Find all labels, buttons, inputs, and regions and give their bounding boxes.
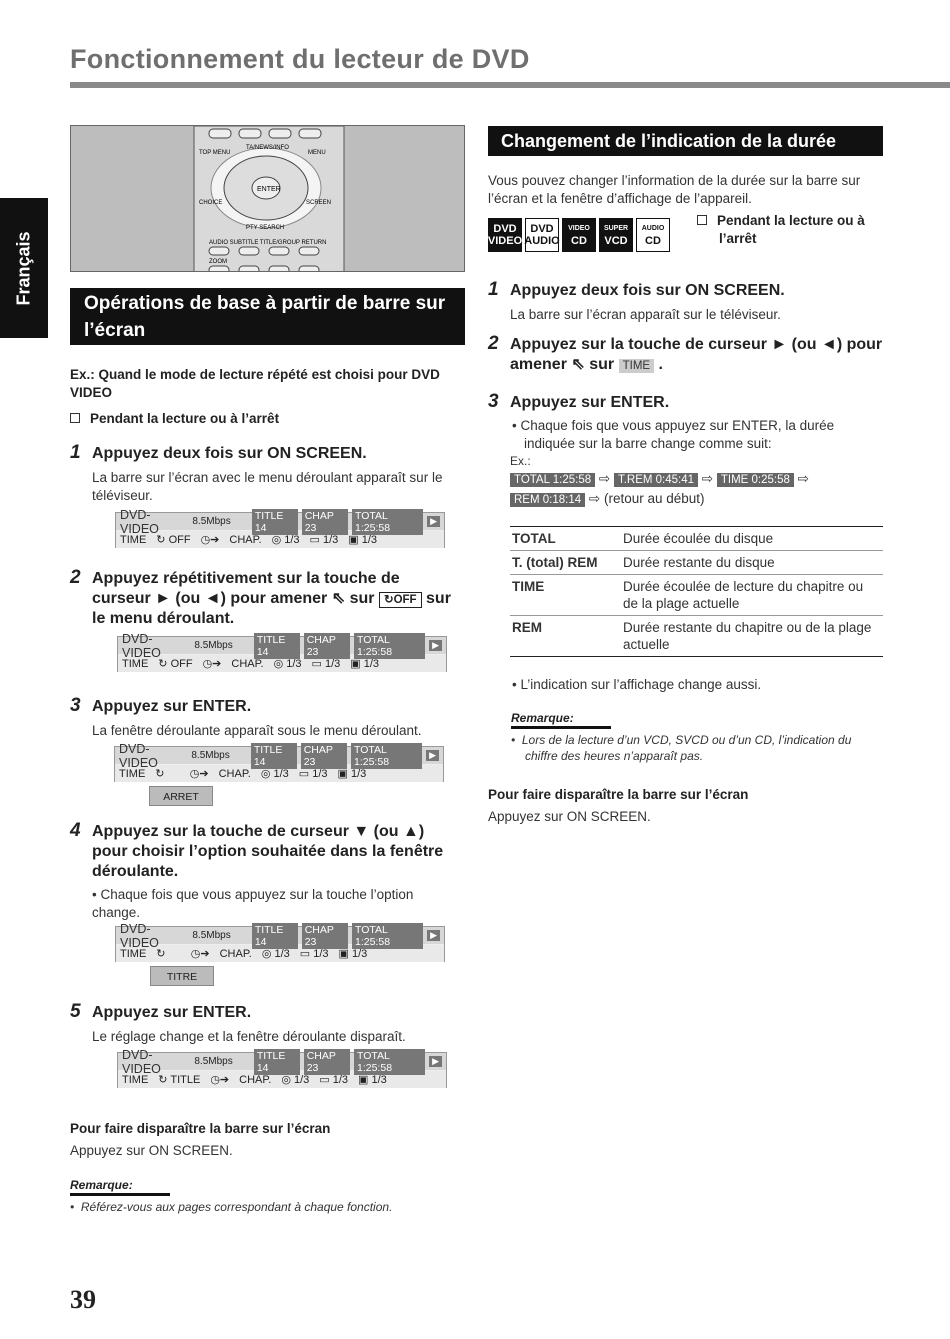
super-vcd-icon: SUPER VCD — [599, 218, 633, 252]
step-title: Appuyez sur la touche de curseur ▼ (ou ▲) pour choisir l’option souhaitée dans la fenêtre déroulante. — [92, 823, 444, 880]
left-step-1-text: La barre sur l’écran avec le menu déroulant apparaît sur le téléviseur. — [92, 470, 443, 503]
left-condition-text: Pendant la lecture ou à l’arrêt — [90, 411, 280, 426]
pointer-icon: ⇖ — [571, 356, 585, 373]
osd-rate: 8.5Mbps — [192, 930, 231, 941]
osd-mode: DVD-VIDEO — [122, 631, 161, 660]
osd-chapl: CHAP. — [229, 533, 262, 546]
subtitle-icon: ▭ 1/3 — [299, 948, 329, 960]
play-icon: ▶ — [427, 516, 440, 527]
osd-title: TITLE 14 — [251, 743, 297, 769]
svg-text:AUDIO SUBTITLE TITLE/GROUP RE: AUDIO SUBTITLE TITLE/GROUP RETURN — [209, 240, 327, 246]
table-row — [510, 527, 883, 551]
language-tab — [0, 198, 48, 338]
osd-total: TOTAL 1:25:58 — [352, 923, 423, 949]
osd-total: TOTAL 1:25:58 — [351, 743, 422, 769]
left-step-4 — [70, 820, 462, 882]
step-number: 3 — [70, 695, 81, 716]
osd-bar-1 — [115, 507, 445, 548]
play-icon: ▶ — [426, 750, 439, 761]
table-row — [510, 616, 883, 657]
dropdown-arret[interactable]: ARRET — [149, 786, 213, 806]
step-number: 1 — [488, 279, 499, 300]
remark-underline — [70, 1193, 170, 1196]
dropdown-titre[interactable]: TITRE — [150, 966, 214, 986]
right-step-3-text: • Chaque fois que vous appuyez sur ENTER, la durée indiquée sur la barre change comme suit: — [512, 418, 835, 451]
left-remark-text: Référez-vous aux pages correspondant à chaque fonction. — [80, 1200, 393, 1214]
audio-cd-icon: AUDIO CD — [636, 218, 670, 252]
right-condition — [697, 212, 887, 248]
video-cd-icon: VIDEO CD — [562, 218, 596, 252]
osd-chap: CHAP 23 — [304, 633, 350, 659]
osd-chapl: CHAP. — [219, 947, 252, 960]
checkbox-icon — [697, 215, 707, 225]
osd-rate: 8.5Mbps — [194, 640, 233, 651]
table-definition: Durée écoulée du disque — [621, 527, 883, 551]
osd-title: TITLE 14 — [252, 923, 298, 949]
svg-text:SCREEN: SCREEN — [306, 200, 332, 206]
svg-text:PTY SEARCH: PTY SEARCH — [246, 225, 285, 231]
left-remark-label: Remarque: — [70, 1178, 133, 1192]
step-title: Appuyez deux fois sur ON SCREEN. — [510, 282, 785, 299]
svg-text:MENU: MENU — [308, 150, 326, 156]
subtitle-icon: ▭ 1/3 — [319, 1074, 349, 1086]
play-icon: ▶ — [427, 930, 440, 941]
example-note: Ex.: Quand le mode de lecture répété est choisi pour DVD VIDEO — [70, 367, 440, 400]
angle-icon: ▣ 1/3 — [348, 534, 378, 546]
page-title: Fonctionnement du lecteur de DVD — [70, 44, 530, 74]
osd-total: TOTAL 1:25:58 — [352, 509, 423, 535]
subtitle-icon: ▭ 1/3 — [298, 768, 328, 780]
seq-rem: REM 0:18:14 — [510, 493, 585, 507]
osd-bar-2 — [117, 631, 447, 672]
right-condition-text: Pendant la lecture ou à l’arrêt — [717, 213, 865, 246]
left-hide-title: Pour faire disparaître la barre sur l’écran — [70, 1121, 331, 1136]
osd-time: TIME — [120, 533, 147, 546]
left-step-4-text: • Chaque fois que vous appuyez sur la touche l’option change. — [92, 887, 414, 920]
right-intro: Vous pouvez changer l’information de la durée sur la barre sur l’écran et la fenêtre d’affichage de l’appareil. — [488, 173, 861, 206]
osd-rate: 8.5Mbps — [192, 516, 231, 527]
osd-chapl: CHAP. — [231, 657, 264, 670]
osd-chapl: CHAP. — [239, 1073, 272, 1086]
remark-underline — [511, 726, 611, 729]
step-title-part: sur — [349, 590, 375, 607]
table-term: TOTAL — [510, 527, 621, 551]
table-row — [510, 575, 883, 616]
repeat-icon: ↻ OFF — [158, 658, 193, 670]
right-remark-text: Lors de la lecture d’un VCD, SVCD ou d’un CD, l’indication du chiffre des heures n’apparaît pas. — [521, 733, 852, 763]
table-term: T. (total) REM — [510, 551, 621, 575]
table-definition: Durée écoulée de lecture du chapitre ou de la plage actuelle — [621, 575, 883, 616]
step-number: 4 — [70, 820, 81, 841]
osd-total: TOTAL 1:25:58 — [354, 1049, 425, 1075]
angle-icon: ▣ 1/3 — [337, 768, 367, 780]
page-number: 39 — [70, 1285, 96, 1314]
left-remark: • Référez-vous aux pages correspondant à chaque fonction. — [70, 1200, 393, 1214]
subtitle-icon: ▭ 1/3 — [311, 658, 341, 670]
osd-rate: 8.5Mbps — [191, 750, 230, 761]
osd-chapl: CHAP. — [218, 767, 251, 780]
pointer-icon: ⇖ — [331, 590, 346, 607]
right-step-3 — [488, 391, 885, 413]
left-step-2 — [70, 567, 462, 629]
osd-bar-5 — [117, 1047, 447, 1088]
table-term: TIME — [510, 575, 621, 616]
osd-title: TITLE 14 — [254, 633, 300, 659]
step-number: 5 — [70, 1001, 81, 1022]
osd-rate: 8.5Mbps — [194, 1056, 233, 1067]
repeat-icon: ↻ OFF — [156, 534, 191, 546]
audio-icon: ◎ 1/3 — [260, 768, 289, 780]
repeat-icon: ↻ — [155, 768, 180, 780]
play-icon: ▶ — [429, 1056, 442, 1067]
osd-total: TOTAL 1:25:58 — [354, 633, 425, 659]
step-title: Appuyez sur ENTER. — [92, 1004, 252, 1021]
left-step-5-text: Le réglage change et la fenêtre déroulante disparaît. — [92, 1029, 406, 1044]
audio-icon: ◎ 1/3 — [261, 948, 290, 960]
repeat-off-chip: ↻OFF — [379, 592, 422, 608]
time-sequence: TOTAL 1:25:58 ⇨ T.REM 0:45:41 ⇨ TIME 0:25:58 ⇨ REM 0:18:14 ⇨ (retour au début) — [510, 469, 890, 509]
osd-chap: CHAP 23 — [301, 743, 347, 769]
osd-mode: DVD-VIDEO — [119, 741, 158, 770]
osd-chap: CHAP 23 — [304, 1049, 350, 1075]
osd-chap: CHAP 23 — [302, 509, 348, 535]
osd-mode: DVD-VIDEO — [122, 1047, 161, 1076]
right-step-1 — [488, 279, 885, 301]
seq-total: TOTAL 1:25:58 — [510, 473, 595, 487]
osd-mode: DVD-VIDEO — [120, 507, 159, 536]
angle-icon: ▣ 1/3 — [338, 948, 368, 960]
seq-trem: T.REM 0:45:41 — [614, 473, 698, 487]
right-step-2: 2 Appuyez sur la touche de curseur ► (ou ◄) pour amener ⇖ sur TIME . — [488, 333, 883, 373]
remote-control-drawing — [71, 126, 465, 272]
step-title: Appuyez deux fois sur ON SCREEN. — [92, 445, 367, 462]
right-remark-label: Remarque: — [511, 711, 574, 725]
remote-illustration — [70, 125, 465, 272]
bullet-text: L’indication sur l’affichage change aussi. — [520, 677, 762, 692]
checkbox-icon — [70, 413, 80, 423]
osd-title: TITLE 14 — [252, 509, 298, 535]
audio-icon: ◎ 1/3 — [271, 534, 300, 546]
osd-time: TIME — [119, 767, 146, 780]
audio-icon: ◎ 1/3 — [281, 1074, 310, 1086]
osd-title: TITLE 14 — [254, 1049, 300, 1075]
right-remark: • Lors de la lecture d’un VCD, SVCD ou d’un CD, l’indication du chiffre des heures n’apparaît pas. — [511, 733, 852, 763]
left-step-1 — [70, 442, 462, 464]
step-title-part: sur — [589, 356, 615, 373]
step-title-part: Appuyez sur la touche de curseur ► (ou ◄) pour amener — [510, 336, 883, 373]
audio-icon: ◎ 1/3 — [273, 658, 302, 670]
osd-bar-4 — [115, 921, 445, 962]
osd-chap: CHAP 23 — [302, 923, 348, 949]
subtitle-icon: ▭ 1/3 — [309, 534, 339, 546]
right-bullet: • L’indication sur l’affichage change aussi. — [512, 677, 762, 692]
table-term: REM — [510, 616, 621, 657]
left-step-3-text: La fenêtre déroulante apparaît sous le menu déroulant. — [92, 723, 422, 738]
right-step-1-text: La barre sur l’écran apparaît sur le téléviseur. — [510, 307, 781, 322]
step-number: 2 — [488, 333, 499, 354]
svg-text:ZOOM: ZOOM — [209, 259, 227, 265]
time-definitions-table — [510, 526, 883, 657]
ex-label: Ex.: — [510, 454, 531, 468]
right-hide-text: Appuyez sur ON SCREEN. — [488, 809, 651, 824]
step-title: Appuyez sur ENTER. — [92, 698, 252, 715]
svg-text:ENTER: ENTER — [257, 186, 281, 193]
osd-mode: DVD-VIDEO — [120, 921, 159, 950]
title-rule — [70, 82, 950, 88]
svg-text:TOP MENU: TOP MENU — [199, 150, 231, 156]
bullet-text: Chaque fois que vous appuyez sur ENTER, la durée indiquée sur la barre change comme suit: — [520, 418, 835, 451]
step-number: 1 — [70, 442, 81, 463]
step-title-part: Appuyez répétitivement sur la touche de curseur ► (ou ◄) pour amener — [92, 570, 400, 607]
angle-icon: ▣ 1/3 — [358, 1074, 387, 1086]
angle-icon: ▣ 1/3 — [350, 658, 380, 670]
media-icons — [488, 218, 670, 252]
svg-text:TA/NEWS/INFO: TA/NEWS/INFO — [246, 145, 289, 151]
right-hide-title: Pour faire disparaître la barre sur l’écran — [488, 787, 749, 802]
left-hide-text: Appuyez sur ON SCREEN. — [70, 1143, 233, 1158]
left-step-5 — [70, 1001, 462, 1023]
table-definition: Durée restante du disque — [621, 551, 883, 575]
osd-time: TIME — [122, 1073, 149, 1086]
clock-icon: ◷➔ — [210, 1074, 230, 1086]
dvd-audio-icon: DVD AUDIO — [525, 218, 559, 252]
repeat-icon: ↻ — [156, 948, 181, 960]
dvd-video-icon: DVD VIDEO — [488, 218, 522, 252]
time-chip: TIME — [619, 359, 654, 373]
osd-time: TIME — [122, 657, 149, 670]
clock-icon: ◷➔ — [200, 534, 220, 546]
seq-back: (retour au début) — [603, 491, 705, 506]
clock-icon: ◷➔ — [190, 948, 210, 960]
osd-time: TIME — [120, 947, 147, 960]
step-number: 2 — [70, 567, 81, 588]
step-number: 3 — [488, 391, 499, 412]
clock-icon: ◷➔ — [202, 658, 222, 670]
language-tab-label: Français — [13, 230, 34, 306]
clock-icon: ◷➔ — [189, 768, 209, 780]
step-title-part: sur le menu déroulant. — [92, 590, 451, 627]
table-row — [510, 551, 883, 575]
left-section-heading: Opérations de base à partir de barre sur l’écran — [70, 288, 465, 345]
step-title: Appuyez sur ENTER. — [510, 394, 670, 411]
table-definition: Durée restante du chapitre ou de la plage actuelle — [621, 616, 883, 657]
left-step-3 — [70, 695, 462, 717]
repeat-icon: ↻ TITLE — [158, 1074, 201, 1086]
svg-text:CHOICE: CHOICE — [199, 200, 223, 206]
left-condition — [70, 410, 279, 428]
play-icon: ▶ — [429, 640, 442, 651]
osd-bar-3 — [114, 741, 444, 782]
seq-time: TIME 0:25:58 — [717, 473, 794, 487]
bullet-text: Chaque fois que vous appuyez sur la touche l’option change. — [92, 887, 414, 920]
right-section-heading: Changement de l’indication de la durée — [488, 126, 883, 156]
